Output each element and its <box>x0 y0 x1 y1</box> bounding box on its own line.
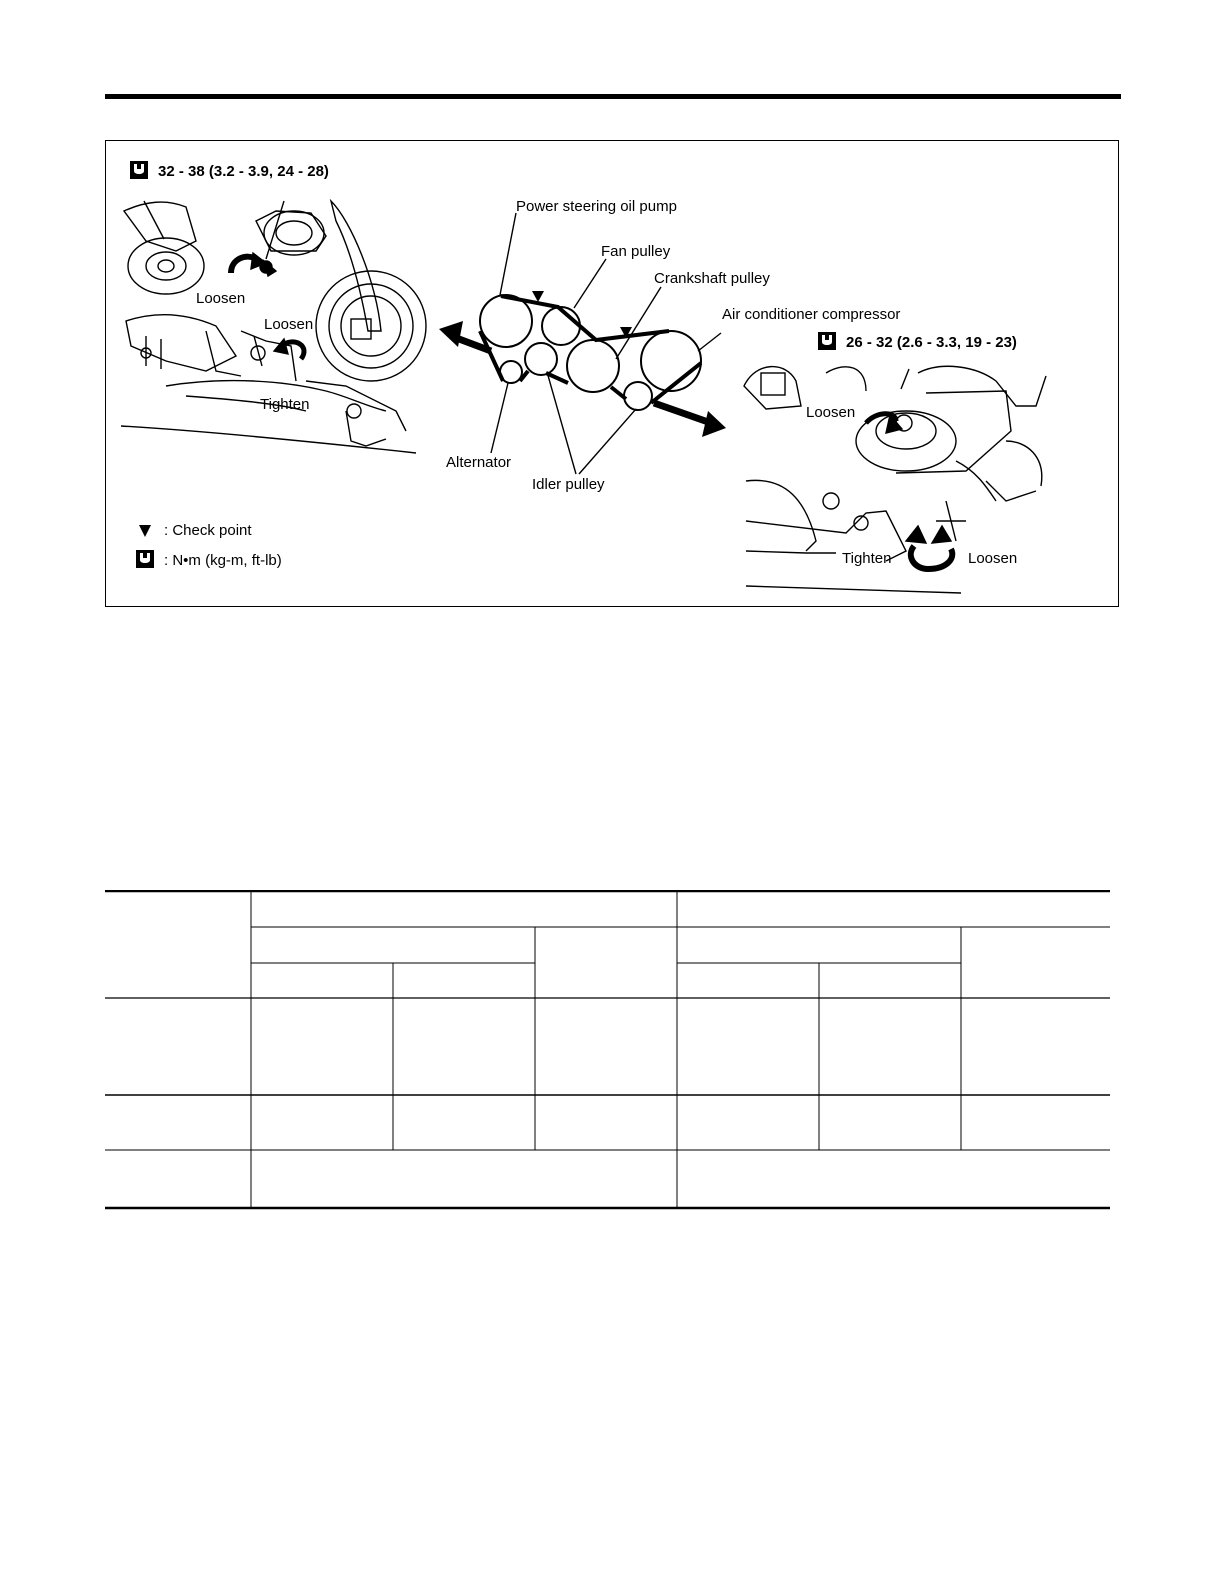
idler-pulley-label: Idler pulley <box>532 476 605 493</box>
right-tighten-label: Tighten <box>842 550 892 567</box>
wrench-icon <box>130 161 148 179</box>
left-torque-spec: 32 - 38 (3.2 - 3.9, 24 - 28) <box>158 163 329 180</box>
right-loosen-label-1: Loosen <box>806 404 856 421</box>
right-loosen-label-2: Loosen <box>968 550 1018 567</box>
wrench-icon <box>136 550 154 568</box>
top-rule <box>105 94 1121 99</box>
crankshaft-pulley-label: Crankshaft pulley <box>654 270 770 287</box>
check-point-triangle-icon <box>138 524 152 538</box>
wrench-icon <box>818 332 836 350</box>
ac-compressor-label: Air conditioner compressor <box>722 306 901 323</box>
table-grid <box>105 890 1121 1210</box>
belt-deflection-table <box>105 890 1121 1210</box>
legend-check-point: : Check point <box>164 522 252 539</box>
legend-torque-units: : N•m (kg-m, ft-lb) <box>164 552 282 569</box>
belt-tension-figure <box>105 140 1119 607</box>
left-loosen-label-1: Loosen <box>196 290 246 307</box>
belt-routing-diagram <box>439 213 726 474</box>
fan-pulley-label: Fan pulley <box>601 243 671 260</box>
power-steering-pump-label: Power steering oil pump <box>516 198 677 215</box>
left-tighten-label: Tighten <box>260 396 310 413</box>
left-loosen-label-2: Loosen <box>264 316 314 333</box>
alternator-label: Alternator <box>446 454 512 471</box>
right-torque-spec: 26 - 32 (2.6 - 3.3, 19 - 23) <box>846 334 1017 351</box>
